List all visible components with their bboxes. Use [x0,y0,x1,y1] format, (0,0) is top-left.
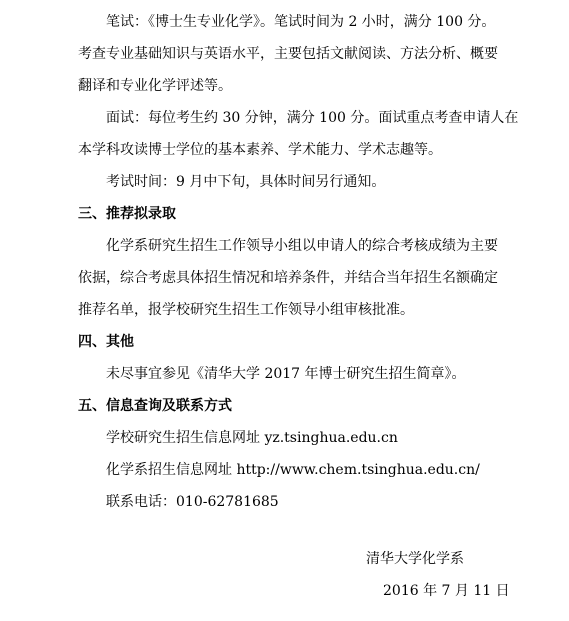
interview-line-1: 面试：每位考生约 30 分钟，满分 100 分。面试重点考查申请人在 [106,110,519,126]
written-exam-line-2: 考查专业基础知识与英语水平，主要包括文献阅读、方法分析、概要 [78,46,498,62]
section-3-line-3: 推荐名单，报学校研究生招生工作领导小组审核批准。 [78,302,414,318]
school-admissions-site: 学校研究生招生信息网址 yz.tsinghua.edu.cn [106,430,398,446]
section-5-heading: 五、信息查询及联系方式 [78,398,232,414]
dept-admissions-site: 化学系招生信息网址 http://www.chem.tsinghua.edu.cn/ [106,462,480,478]
section-3-line-1: 化学系研究生招生工作领导小组以申请人的综合考核成绩为主要 [106,238,498,254]
section-4-heading: 四、其他 [78,334,134,350]
signature-date: 2016 年 7 月 11 日 [383,583,510,599]
interview-line-2: 本学科攻读博士学位的基本素养、学术能力、学术志趣等。 [78,142,442,158]
section-3-heading: 三、推荐拟录取 [78,206,176,222]
section-4-text: 未尽事宜参见《清华大学 2017 年博士研究生招生简章》。 [106,366,466,382]
section-3-line-2: 依据，综合考虑具体招生情况和培养条件，并结合当年招生名额确定 [78,270,498,286]
signature-org: 清华大学化学系 [366,551,464,567]
written-exam-line-3: 翻译和专业化学评述等。 [78,78,232,94]
exam-time-line: 考试时间：9 月中下旬，具体时间另行通知。 [106,174,386,190]
contact-phone: 联系电话：010-62781685 [106,494,279,510]
written-exam-line-1: 笔试：《博士生专业化学》。笔试时间为 2 小时，满分 100 分。 [106,14,496,30]
